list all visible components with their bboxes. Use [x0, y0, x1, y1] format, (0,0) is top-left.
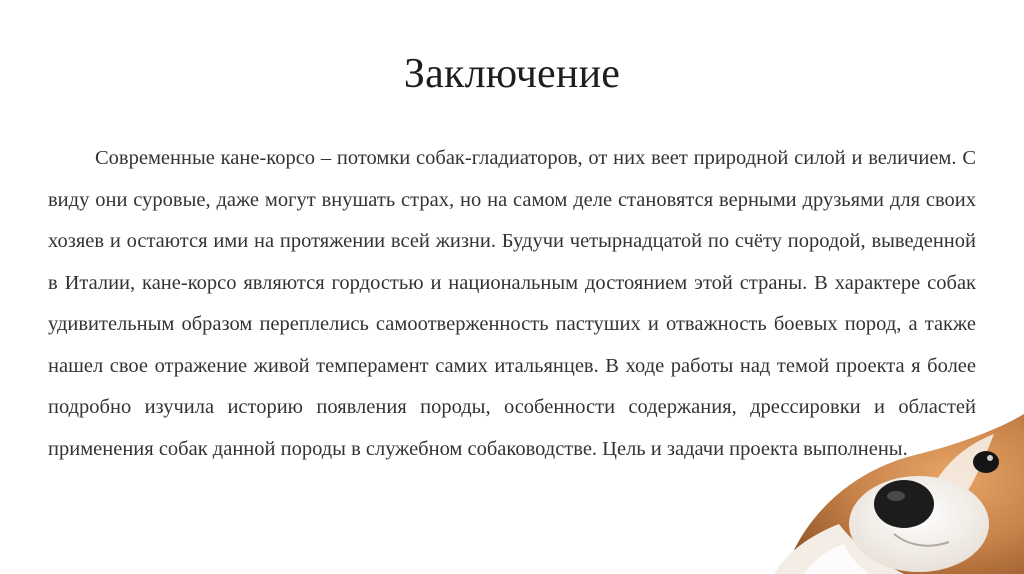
dog-nose: [874, 480, 934, 528]
dog-eye: [973, 451, 999, 473]
slide-title: Заключение: [403, 51, 621, 97]
slide-body-text: Современные кане-корсо – потомки собак-гладиаторов, от них веет природной силой и величием. С виду они суровые, даже могут внушать страх, но на самом деле становятся верными друзьями для своих хозяев и остаются ими на протяжении всей жизни. Будучи четырнадцатой по счёту породой, выведенной в Италии, кане-корсо являются гордостью и национальным достоянием этой страны. В характере собак удивительным образом переплелись самоотверженность пастуших и отважность боевых пород, а также нашел свое отражение живой темперамент самих итальянцев. В ходе работы над темой проекта я более подробно изучила историю появления породы, особенности содержания, дрессировки и областей применения собак данной породы в служебном собаководстве. Цель и задачи проекта выполнены.: [48, 147, 976, 460]
